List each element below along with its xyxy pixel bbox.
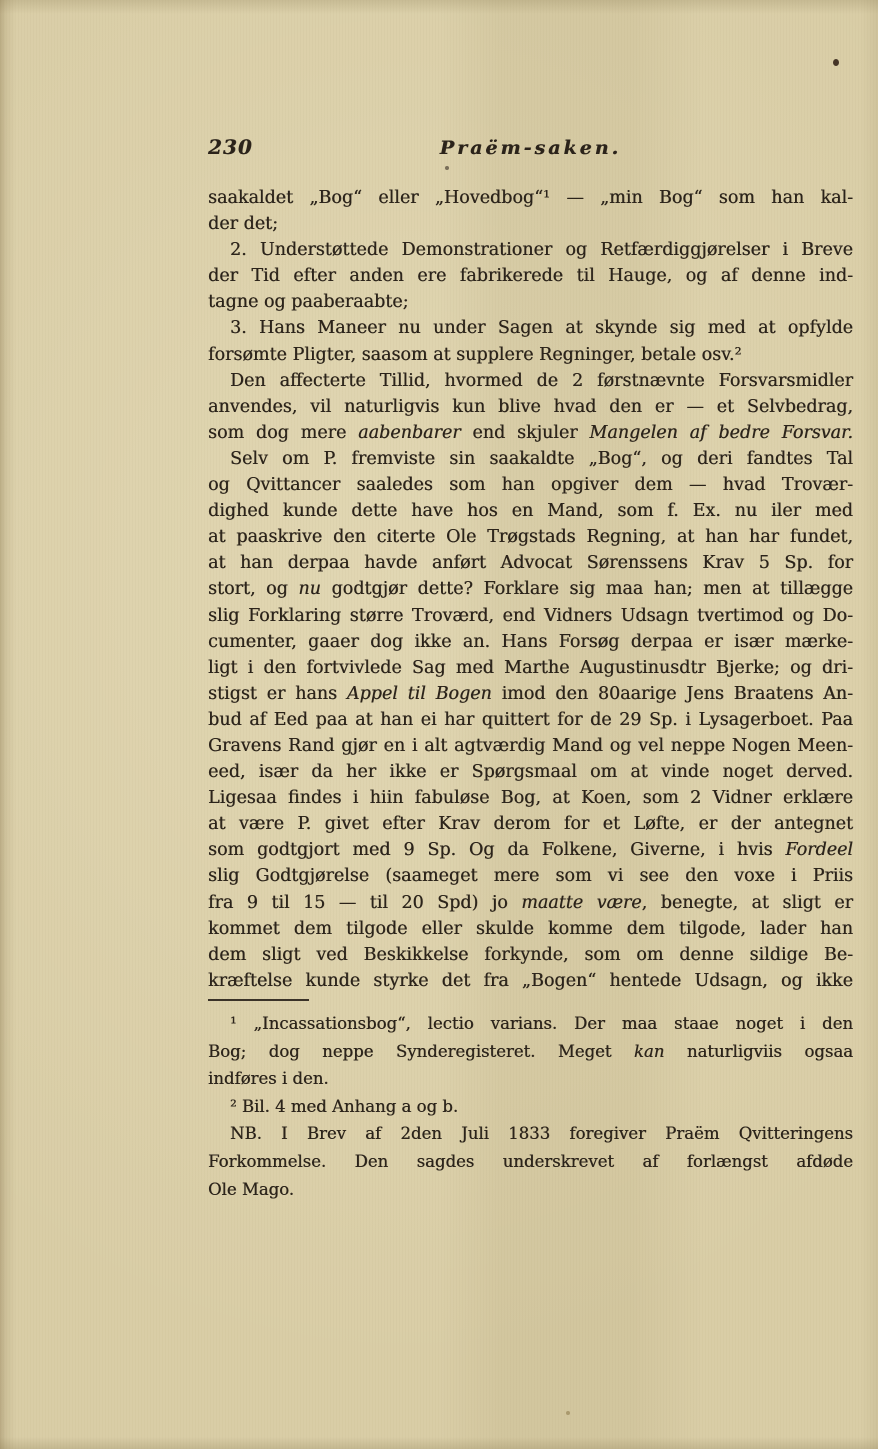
body-line: slig Forklaring større Troværd, end Vidners Udsagn tvertimod og Do- (208, 605, 853, 626)
body-line: ligt i den fortvivlede Sag med Marthe Augustinusdtr Bjerke; og dri- (208, 657, 853, 678)
body-line: kræftelse kunde styrke det fra „Bogen“ hentede Udsagn, og ikke (208, 970, 853, 991)
ink-speck (566, 1411, 570, 1415)
body-line: dem sligt ved Beskikkelse forkynde, som om denne sildige Be- (208, 944, 853, 965)
body-line: anvendes, vil naturligvis kun blive hvad den er — et Selvbedrag, (208, 396, 853, 417)
body-line: Den affecterte Tillid, hvormed de 2 førstnævnte Forsvarsmidler (230, 370, 853, 391)
body-line: bud af Eed paa at han ei har quittert for de 29 Sp. i Lysagerboet. Paa (208, 709, 853, 730)
body-line: cumenter, gaaer dog ikke an. Hans Forsøg derpaa er især mærke- (208, 631, 853, 652)
body-line: der det; (208, 214, 278, 235)
body-line: stort, og nu godtgjør dette? Forklare sig maa han; men at tillægge (208, 579, 853, 600)
footnote-line: Bog; dog neppe Synderegisteret. Meget kan naturligviis ogsaa (208, 1041, 853, 1061)
footnote-line: Ole Mago. (208, 1179, 294, 1199)
body-line: Ligesaa findes i hiin fabuløse Bog, at Koen, som 2 Vidner erklære (208, 788, 853, 809)
body-line: fra 9 til 15 — til 20 Spd) jo maatte være, benegte, at sligt er (208, 892, 853, 913)
body-line: som dog mere aabenbarer end skjuler Mangelen af bedre Forsvar. (208, 422, 854, 443)
body-line: at han derpaa havde anført Advocat Sørenssens Krav 5 Sp. for (208, 553, 853, 574)
body-line: stigst er hans Appel til Bogen imod den 80aarige Jens Braatens An- (208, 683, 853, 704)
ink-speck (445, 166, 449, 170)
ink-speck (833, 59, 839, 66)
body-line: som godtgjort med 9 Sp. Og da Folkene, Giverne, i hvis Fordeel (208, 840, 853, 861)
body-line: tagne og paaberaabte; (208, 292, 409, 313)
footnotes (208, 1010, 853, 1203)
body-line: 2. Understøttede Demonstrationer og Retfærdiggjørelser i Breve (230, 240, 853, 261)
body-text (208, 185, 853, 994)
body-line: Selv om P. fremviste sin saakaldte „Bog“, og deri fandtes Tal (230, 448, 853, 469)
page-number: 230 (208, 135, 253, 159)
running-title: Praëm-saken. (439, 137, 622, 159)
body-line: at være P. givet efter Krav derom for et Løfte, er der antegnet (208, 814, 853, 835)
footnote-separator (208, 999, 309, 1001)
footnote-line: ² Bil. 4 med Anhang a og b. (230, 1096, 459, 1116)
body-line: slig Godtgjørelse (saameget mere som vi see den voxe i Priis (208, 866, 853, 887)
body-line: kommet dem tilgode eller skulde komme dem tilgode, lader han (208, 918, 853, 939)
body-line: 3. Hans Maneer nu under Sagen at skynde sig med at opfylde (230, 318, 853, 339)
body-line: Gravens Rand gjør en i alt agtværdig Mand og vel neppe Nogen Meen- (208, 735, 853, 756)
footnote-line: indføres i den. (208, 1069, 329, 1089)
footnote-line: Forkommelse. Den sagdes underskrevet af forlængst afdøde (208, 1151, 853, 1171)
body-line: forsømte Pligter, saasom at supplere Regninger, betale osv.² (208, 344, 742, 365)
body-line: der Tid efter anden ere fabrikerede til Hauge, og af denne ind- (208, 266, 853, 287)
body-line: eed, især da her ikke er Spørgsmaal om at vinde noget derved. (208, 762, 853, 783)
footnote-line: ¹ „Incassationsbog“, lectio varians. Der maa staae noget i den (230, 1014, 853, 1033)
footnote-line: NB. I Brev af 2den Juli 1833 foregiver Praëm Qvitteringens (230, 1124, 853, 1144)
body-line: at paaskrive den citerte Ole Trøgstads Regning, at han har fundet, (208, 527, 853, 548)
body-line: dighed kunde dette have hos en Mand, som f. Ex. nu iler med (208, 501, 853, 522)
body-line: saakaldet „Bog“ eller „Hovedbog“¹ — „min Bog“ som han kal- (208, 188, 853, 208)
body-line: og Qvittancer saaledes som han opgiver dem — hvad Trovær- (208, 475, 853, 496)
